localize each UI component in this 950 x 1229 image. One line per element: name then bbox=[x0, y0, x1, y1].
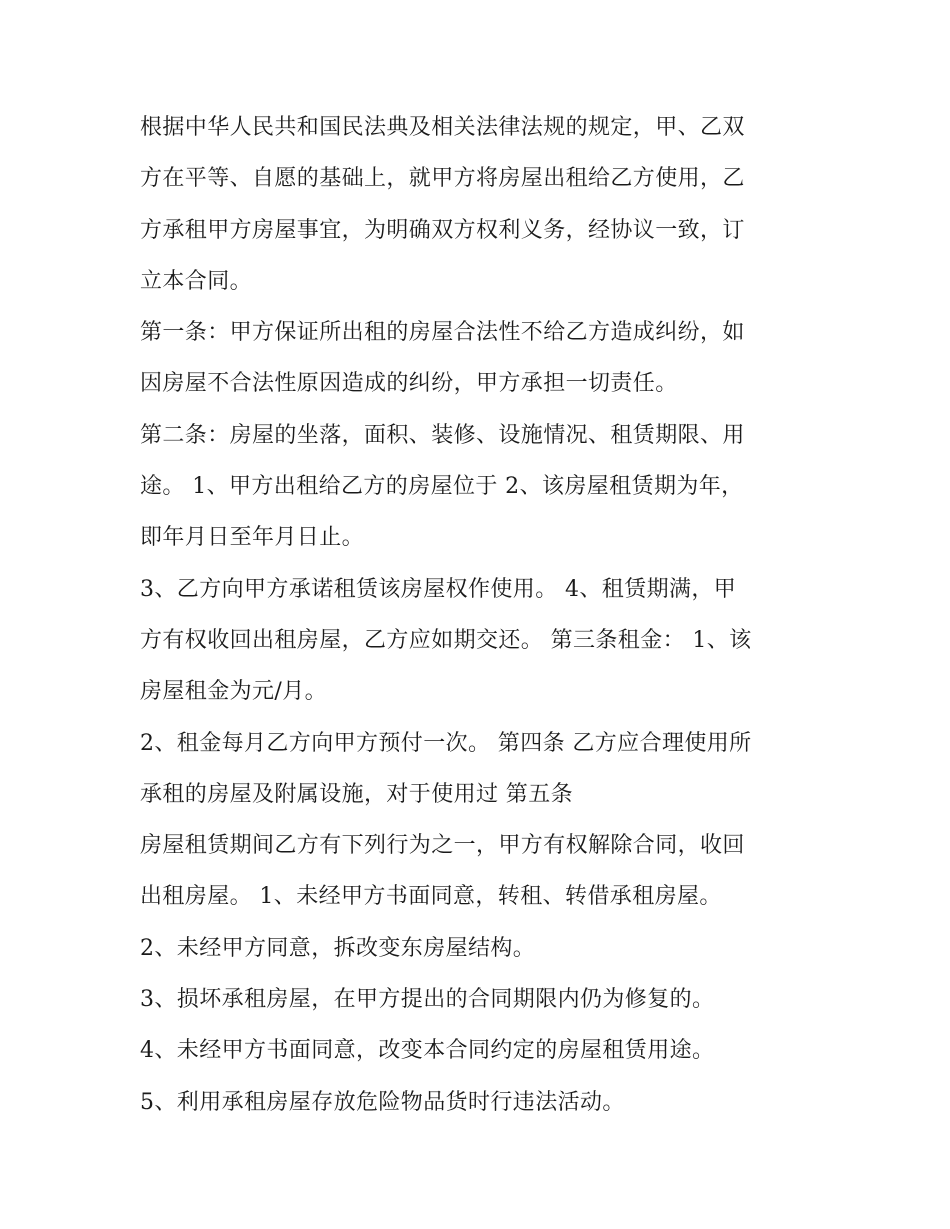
text-line-18: 3、损坏承租房屋，在甲方提出的合同期限内仍为修复的。 bbox=[140, 987, 715, 1013]
text-line-11: 方有权收回出租房屋，乙方应如期交还。 第三条租金： 1、该 bbox=[140, 627, 752, 653]
text-line-12: 房屋租金为元/月。 bbox=[140, 679, 328, 705]
text-line-13: 2、租金每月乙方向甲方预付一次。 第四条 乙方应合理使用所 bbox=[140, 730, 752, 756]
text-line-19: 4、未经甲方书面同意，改变本合同约定的房屋租赁用途。 bbox=[140, 1038, 715, 1064]
text-line-16: 出租房屋。 1、未经甲方书面同意，转租、转借承租房屋。 bbox=[140, 884, 722, 910]
text-line-1: 根据中华人民共和国民法典及相关法律法规的规定，甲、乙双 bbox=[140, 115, 745, 140]
text-line-5: 第一条：甲方保证所出租的房屋合法性不给乙方造成纠纷，如 bbox=[140, 320, 745, 346]
text-line-15: 房屋租赁期间乙方有下列行为之一，甲方有权解除合同，收回 bbox=[140, 833, 745, 859]
text-line-4: 立本合同。 bbox=[140, 268, 253, 294]
contract-body bbox=[140, 102, 820, 1128]
text-line-2: 方在平等、自愿的基础上，就甲方将房屋出租给乙方使用，乙 bbox=[140, 166, 745, 192]
text-line-6: 因房屋不合法性原因造成的纠纷，甲方承担一切责任。 bbox=[140, 371, 678, 397]
text-line-7: 第二条：房屋的坐落，面积、装修、设施情况、租赁期限、用 bbox=[140, 422, 745, 448]
text-line-20: 5、利用承租房屋存放危险物品货时行违法活动。 bbox=[140, 1089, 625, 1115]
text-line-10: 3、乙方向甲方承诺租赁该房屋权作使用。 4、租赁期满，甲 bbox=[140, 576, 737, 602]
text-line-3: 方承租甲方房屋事宜，为明确双方权利义务，经协议一致，订 bbox=[140, 217, 745, 243]
text-line-17: 2、未经甲方同意，拆改变东房屋结构。 bbox=[140, 935, 536, 961]
text-line-9: 即年月日至年月日止。 bbox=[140, 525, 365, 551]
text-line-8: 途。 1、甲方出租给乙方的房屋位于 2、该房屋租赁期为年， bbox=[140, 474, 744, 500]
text-line-14: 承租的房屋及附属设施，对于使用过 第五条 bbox=[140, 781, 573, 807]
